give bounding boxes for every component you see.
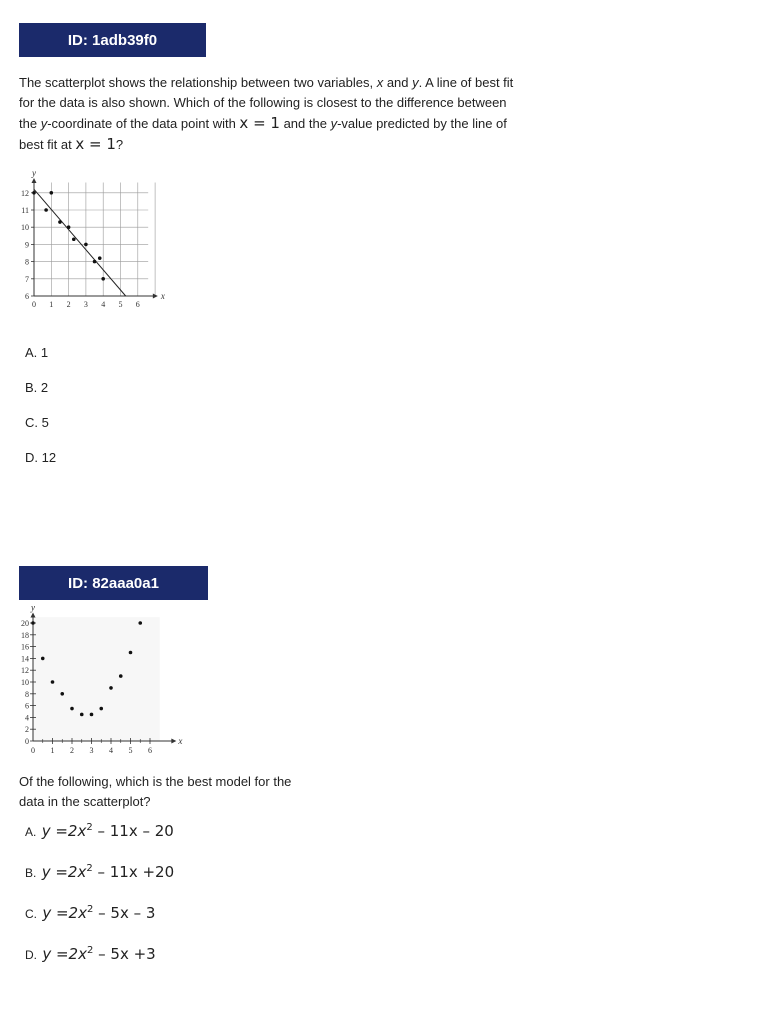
- y-tick-label: 2: [25, 725, 29, 735]
- answer-choice[interactable]: [25, 863, 174, 881]
- x-tick-label: 0: [32, 300, 36, 309]
- answer-choice[interactable]: [25, 415, 49, 430]
- question-text: [19, 73, 514, 155]
- x-tick-label: 3: [83, 300, 88, 309]
- scatterplot-chart: [14, 166, 164, 314]
- y-axis-arrow-icon: [32, 178, 37, 183]
- data-point: [60, 692, 64, 696]
- y-tick-label: 6: [25, 701, 29, 711]
- question-text-segment: -value predicted by the line of best fit at: [19, 116, 507, 152]
- choice-letter: C.: [25, 907, 37, 921]
- y-tick-label: 16: [21, 642, 29, 652]
- choice-value: 2: [40, 380, 49, 395]
- question-id-label: ID: 1adb39f0: [67, 31, 158, 49]
- x-tick-label: 5: [128, 746, 133, 755]
- x-axis-arrow-icon: [171, 739, 176, 744]
- choice-letter: A.: [25, 825, 37, 839]
- y-axis-label: y: [31, 602, 35, 613]
- x-tick-label: 5: [118, 300, 123, 309]
- answer-choice[interactable]: [25, 380, 48, 395]
- answer-choice[interactable]: [25, 904, 155, 922]
- question-text-segment: and: [383, 75, 413, 90]
- choice-letter: A.: [25, 345, 38, 360]
- data-point: [32, 191, 36, 195]
- x-axis-label: x: [160, 291, 165, 301]
- variable-y: y: [40, 116, 48, 131]
- plot-background: [33, 617, 160, 741]
- question-text-segment: and the: [279, 116, 331, 131]
- y-tick-label: 6: [25, 292, 29, 301]
- best-fit-line: [34, 189, 126, 296]
- math-expression: x = 1: [239, 114, 280, 132]
- math-expression: x = 1: [75, 135, 116, 153]
- choice-equation: $y =2x^2 - 5x - 3$: [42, 904, 156, 922]
- x-tick-label: 0: [31, 746, 35, 755]
- x-tick-label: 1: [50, 746, 55, 755]
- y-tick-label: 8: [25, 689, 29, 699]
- choice-value: 5: [41, 415, 49, 430]
- y-tick-label: 18: [21, 630, 29, 640]
- scatterplot-chart: [19, 600, 195, 760]
- choice-value: 12: [41, 450, 57, 465]
- question-text-segment: ?: [115, 137, 124, 152]
- x-tick-label: 2: [66, 300, 71, 309]
- y-axis-label: y: [32, 168, 36, 179]
- x-axis-label: x: [178, 736, 183, 746]
- variable-y: y: [412, 75, 419, 90]
- data-point: [58, 220, 62, 224]
- question-id-banner: [19, 566, 208, 600]
- y-tick-label: 9: [25, 240, 29, 250]
- y-tick-label: 11: [21, 206, 29, 215]
- choice-letter: B.: [25, 866, 37, 880]
- answer-choice[interactable]: [25, 945, 156, 963]
- data-point: [101, 277, 105, 281]
- y-tick-label: 14: [21, 654, 29, 664]
- x-tick-label: 4: [109, 746, 113, 755]
- y-tick-label: 0: [25, 737, 29, 746]
- answer-choice[interactable]: [25, 822, 174, 840]
- y-tick-label: 10: [21, 678, 29, 687]
- data-point: [98, 256, 102, 260]
- y-tick-label: 7: [25, 274, 29, 284]
- x-tick-label: 2: [70, 746, 74, 755]
- x-tick-label: 6: [135, 300, 140, 309]
- data-point: [84, 243, 88, 247]
- y-tick-label: 4: [25, 713, 29, 723]
- question-text-segment: Of the following, which is the best model for the data in the scatterplot?: [19, 774, 292, 809]
- choice-letter: D.: [25, 450, 38, 465]
- y-axis-arrow-icon: [31, 613, 36, 618]
- choice-letter: D.: [25, 948, 37, 962]
- y-tick-label: 12: [21, 188, 29, 198]
- choice-letter: B.: [25, 380, 38, 395]
- variable-x: x: [376, 75, 384, 90]
- question-id-banner: [19, 23, 206, 57]
- answer-choice[interactable]: [25, 345, 48, 360]
- data-point: [41, 657, 45, 661]
- data-point: [80, 713, 84, 717]
- choice-equation: $y =2x^2 - 5x +3$: [42, 945, 156, 963]
- data-point: [70, 707, 74, 711]
- question-text: [19, 772, 309, 812]
- data-point: [119, 674, 123, 678]
- data-point: [109, 686, 113, 690]
- y-tick-label: 12: [21, 666, 29, 676]
- data-point: [51, 680, 55, 684]
- y-tick-label: 8: [25, 257, 29, 267]
- variable-y: y: [330, 116, 338, 131]
- x-tick-label: 4: [101, 300, 106, 309]
- y-tick-label: 20: [21, 619, 29, 628]
- data-point: [90, 713, 94, 717]
- x-tick-label: 3: [89, 746, 94, 755]
- question-text-segment: . A line of best fit for the data is also shown. Which of the following is closest to the difference between the: [19, 75, 514, 131]
- data-point: [44, 208, 48, 212]
- data-point: [67, 225, 71, 229]
- data-point: [99, 707, 103, 711]
- question-id-label: ID: 82aaa0a1: [68, 574, 159, 592]
- data-point: [138, 621, 142, 625]
- question-text-segment: The scatterplot shows the relationship between two variables,: [19, 75, 377, 90]
- answer-choice[interactable]: [25, 450, 56, 465]
- data-point: [50, 191, 54, 195]
- question-text-segment: -coordinate of the data point with: [47, 116, 240, 131]
- choice-letter: C.: [25, 415, 38, 430]
- x-tick-label: 1: [49, 300, 54, 309]
- data-point: [31, 621, 35, 625]
- data-point: [129, 651, 133, 655]
- data-point: [93, 260, 97, 264]
- choice-value: 1: [40, 345, 49, 360]
- choice-equation: $y =2x^2 - 11x - 20$: [41, 822, 174, 840]
- choice-equation: $y =2x^2 - 11x +20$: [41, 863, 175, 881]
- data-point: [72, 237, 76, 241]
- x-tick-label: 6: [148, 746, 152, 755]
- y-tick-label: 10: [21, 223, 29, 233]
